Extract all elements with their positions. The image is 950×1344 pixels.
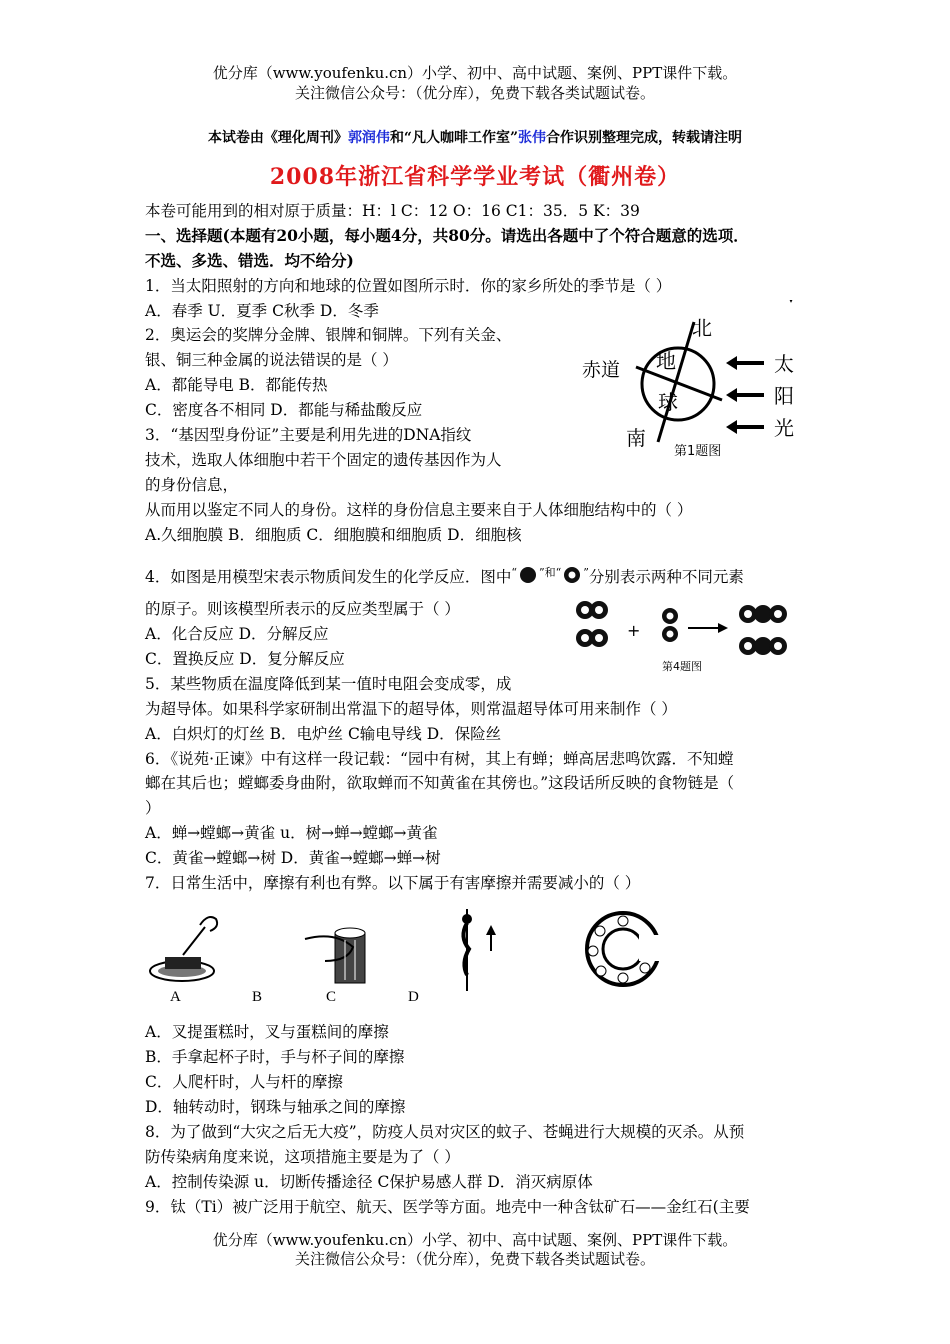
q7-illustrations — [145, 905, 675, 995]
sun-ray-2-arrowhead — [726, 388, 737, 402]
section-1-heading-cont: 不选、多选、错选．均不给分) — [145, 251, 354, 270]
q3-options: A.久细胞膜 B．细胞质 C．细胞膜和细胞质 D．细胞核 — [145, 526, 522, 544]
reactant-molecule-3 — [662, 608, 678, 642]
legend-quote-1: “ — [511, 566, 517, 579]
credit-line — [0, 127, 950, 147]
label-di: 地 — [656, 349, 676, 373]
product-molecule-1 — [739, 605, 787, 623]
q7-label-d: D — [408, 989, 419, 1005]
q2-stem: 2．奥运会的奖牌分金牌、银牌和铜牌。下列有关金、 — [145, 326, 512, 344]
reaction-arrowhead — [718, 623, 728, 633]
credit-name-1: 郭润伟 — [347, 130, 390, 146]
credit-part-3: 合作识别整理完成，转载请注明 — [546, 130, 743, 146]
q3-stem-cont-3: 从而用以鉴定不同人的身份。这样的身份信息主要来自于人体细胞结构中的（ ） — [145, 501, 693, 519]
label-north: 北 — [692, 316, 712, 340]
q4-stem-cont: 的原子。则该模型所表示的反应类型属于（ ） — [145, 600, 460, 618]
label-south: 南 — [626, 426, 646, 450]
fig4-caption: 第4题图 — [662, 660, 702, 673]
intro-atomic-masses: 本卷可能用到的相对原于质量：H：l C：12 O：16 C1：35．5 K：39 — [145, 202, 640, 220]
reactant-molecule-1 — [576, 601, 608, 619]
q6-stem-cont-2: ） — [145, 799, 161, 817]
q5-options: A．白炽灯的灯丝 B．电炉丝 C输电导线 D．保险丝 — [145, 725, 502, 743]
q6-stem-cont: 螂在其后也；螳螂委身曲附，欲取蝉而不知黄雀在其傍也。”这段话所反映的食物链是（ — [145, 774, 735, 792]
fig1-mark: ▾ — [789, 300, 794, 305]
q4-options-2: C．置换反应 D．复分解反应 — [145, 650, 345, 668]
q4-stem — [145, 561, 744, 589]
q7-option-d: D．轴转动时，钢珠与轴承之间的摩擦 — [145, 1098, 406, 1116]
q8-stem: 8．为了做到“大灾之后无大疫”，防疫人员对灾区的蚊子、苍蝇进行大规模的灭杀。从预 — [145, 1123, 745, 1141]
illustration-ball-bearing — [587, 913, 665, 985]
q7-label-c: C — [326, 989, 337, 1005]
illustration-fork-cake — [150, 917, 217, 981]
q7-option-c: C．人爬杆时，人与杆的摩擦 — [145, 1073, 343, 1091]
q8-options: A．控制传染源 u．切断传播途径 C保护易感人群 D．消灭病原体 — [145, 1173, 593, 1191]
q4-options-1: A．化合反应 D．分解反应 — [145, 625, 329, 643]
q5-stem: 5．某些物质在温度降低到某一值时电阻会变成零，成 — [145, 675, 512, 693]
exam-title: 2008年浙江省科学学业考试（衢州卷） — [269, 164, 681, 190]
credit-name-2: 张伟 — [518, 130, 547, 146]
plus-sign: + — [627, 621, 641, 640]
fig1-caption: 第1题图 — [674, 444, 722, 459]
illustration-hand-cup — [305, 928, 365, 983]
legend-ring-atom — [561, 566, 583, 584]
q7-stem: 7．日常生活中，摩擦有利也有弊。以下属于有害摩擦并需要减小的（ ） — [145, 874, 641, 892]
q8-stem-cont: 防传染病角度来说，这项措施主要是为了（ ） — [145, 1148, 460, 1166]
footer-line-2: 关注微信公众号：（优分库），免费下载各类试题试卷。 — [294, 1250, 655, 1268]
header-line-1: 优分库（www.youfenku.cn）小学、初中、高中试题、案例、PPT课件下载。 — [212, 64, 738, 82]
q1-options: A．春季 U．夏季 C秋季 D．冬季 — [145, 302, 379, 320]
q6-stem: 6．《说苑·正谏》中有这样一段记载：“园中有树，其上有蝉；蝉高居悲鸣饮露．不知螳 — [145, 750, 734, 768]
footer-line-1: 优分库（www.youfenku.cn）小学、初中、高中试题、案例、PPT课件下载。 — [212, 1231, 738, 1249]
illustration-pole-climber — [462, 909, 496, 991]
q6-options-1: A．蝉→螳螂→黄雀 u．树→蝉→螳螂→黄雀 — [145, 824, 438, 842]
earth-axis — [658, 322, 694, 442]
q9-stem: 9．钛（Ti）被广泛用于航空、航天、医学等方面。地壳中一种含钛矿石——金红石(主要 — [145, 1198, 750, 1216]
q7-label-b: B — [252, 989, 263, 1005]
sun-ray-3-arrowhead — [726, 420, 737, 434]
sun-ray-1-arrowhead — [726, 356, 737, 370]
reactant-molecule-2 — [576, 629, 608, 647]
section-1-heading: 一、选择题(本题有20小题，每小题4分，共80分。请选出各题中了个符合题意的选项． — [145, 226, 749, 245]
q7-option-b: B．手拿起杯子时，手与杯子间的摩擦 — [145, 1048, 405, 1066]
product-molecule-2 — [739, 637, 787, 655]
header-line-2: 关注微信公众号：（优分库），免费下载各类试题试卷。 — [294, 84, 655, 102]
q4-stem-a: 4．如图是用模型宋表示物质间发生的化学反应．图中 — [145, 568, 512, 586]
label-sun-3: 光 — [774, 416, 794, 440]
legend-and: ”和“ — [539, 566, 562, 579]
q5-stem-cont: 为超导体。如果科学家研制出常温下的超导体，则常温超导体可用来制作（ ） — [145, 700, 677, 718]
label-qiu: 球 — [658, 390, 678, 414]
q7-option-a: A．叉提蛋糕时，叉与蛋糕间的摩擦 — [145, 1023, 389, 1041]
legend-solid-atom — [517, 566, 539, 584]
q3-stem-cont-2: 的身份信息， — [145, 476, 239, 494]
label-sun-1: 太 — [774, 352, 794, 376]
q3-stem-cont: 技术，选取人体细胞中若干个固定的遗传基因作为人 — [145, 451, 502, 469]
figure-4-reaction-model — [570, 596, 800, 678]
q6-options-2: C．黄雀→螳螂→树 D．黄雀→螳螂→蝉→树 — [145, 849, 441, 867]
label-equator: 赤道 — [582, 359, 621, 381]
q1-stem: 1．当太阳照射的方向和地球的位置如图所示时．你的家乡所处的季节是（ ） — [145, 277, 672, 295]
credit-part-1: 本试卷由《理化周刊》 — [207, 130, 348, 146]
q4-stem-b: 分别表示两种不同元素 — [588, 568, 744, 586]
q7-label-a: A — [170, 989, 181, 1005]
q2-stem-cont: 银、铜三种金属的说法错误的是（ ） — [145, 351, 398, 369]
q2-options-1: A．都能导电 B．都能传热 — [145, 376, 328, 394]
q3-stem: 3．“基因型身份证”主要是利用先进的DNA指纹 — [145, 426, 472, 444]
label-sun-2: 阳 — [774, 384, 794, 408]
q2-options-2: C．密度各不相同 D．都能与稀盐酸反应 — [145, 401, 423, 419]
legend-quote-2: ” — [583, 566, 589, 579]
figure-1-earth-diagram — [574, 300, 806, 468]
credit-part-2: 和“凡人咖啡工作室” — [389, 130, 519, 146]
